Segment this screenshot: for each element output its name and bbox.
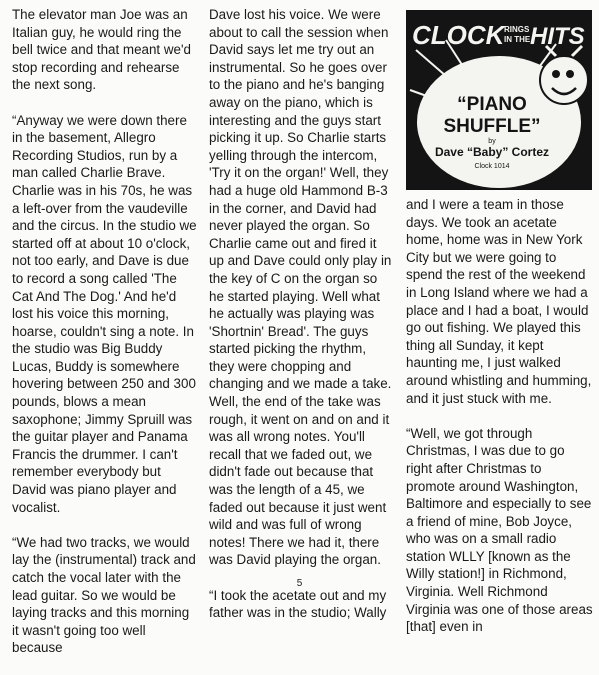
clock-records-advertisement	[406, 10, 592, 190]
in-the-heading: IN THE	[504, 35, 531, 44]
artist-name: Dave “Baby” Cortez	[434, 145, 550, 159]
record-title-line-1: “PIANO	[457, 94, 527, 115]
paragraph: “We had two tracks, we would lay the (instrumental) track and catch the vocal later with the lead guitar. So we would be laying tracks and this morning it wasn't going too well because	[12, 534, 196, 656]
advertisement-artwork	[406, 10, 592, 190]
text-column-2	[209, 6, 395, 639]
paragraph: “I took the acetate out and my father was in the studio; Wally	[209, 587, 387, 621]
text-column-1	[12, 6, 198, 675]
paragraph: Dave lost his voice. We were about to call the session when David says let me try out an instrumental. So he goes over to the piano and he's banging away on the piano, which is interesting and the guys start picking it up. So Charlie starts yelling through the intercom, 'Try it on the organ!' Well, they had a huge old Hammond B-3 in the corner, and David had never played the organ. So Charlie came out and fired it up and Dave could only play in the key of C on the organ so he started playing. Well what he actually was playing was 'Shortnin' Bread'. The guys started picking the rhythm, they were chopping and changing and we made a take. Well, the end of the take was rough, it went on and on and it was all wrong notes. You'll recall that we faded out, we didn't fade out because that was the length of a 45, we faded out because it just went wild and was full of wrong notes! There we had it, there was David playing the organ.	[209, 7, 392, 568]
paragraph: “Well, we got through Christmas, I was due to go right after Christmas to promote around Washington, Baltimore and especially to see a friend of mine, Bob Joyce, who was on a small radio station WLLY [known as the Willy station!] in Richmond, Virginia. Well Richmond Virginia was one of those areas [that] even in	[406, 425, 593, 635]
catalog-number: Clock 1014	[474, 163, 510, 170]
by-label: by	[488, 138, 496, 145]
paragraph: and I were a team in those days. We took an acetate home, home was in New York City but we were going to spend the rest of the weekend in Long Island where we had a place and I had a boat, I would go out fishing. We played this thing all Sunday, it kept haunting me, I just walked around whistling and humming, and it just stuck with me.	[406, 197, 592, 406]
rings-heading: RINGS	[504, 25, 530, 34]
paragraph: “Anyway we were down there in the basement, Allegro Recording Studios, run by a man called Charlie Brave. Charlie was in his 70s, he was a left-over from the vaudeville and the circus. In the studio we started off at about 10 o'clock, not too early, and Dave is due to record a song called 'The Cat And The Dog.' And he'd lost his voice this morning, hoarse, couldn't sing a note. In the studio was Big Buddy Lucas, Buddy is somewhere hovering between 250 and 300 pounds, blows a mean saxophone; Jimmy Spruill was the guitar player and Panama Francis the drummer. I can't remember everybody but David was piano player and vocalist.	[12, 112, 197, 515]
page-number: 5	[296, 578, 303, 589]
hits-heading: HITS	[530, 23, 585, 50]
clock-heading: CLOCK	[412, 20, 505, 50]
record-title-line-2: SHUFFLE”	[443, 116, 541, 137]
paragraph: The elevator man Joe was an Italian guy, he would ring the bell twice and that meant we'd stop recording and rehearse the next song.	[12, 7, 191, 93]
